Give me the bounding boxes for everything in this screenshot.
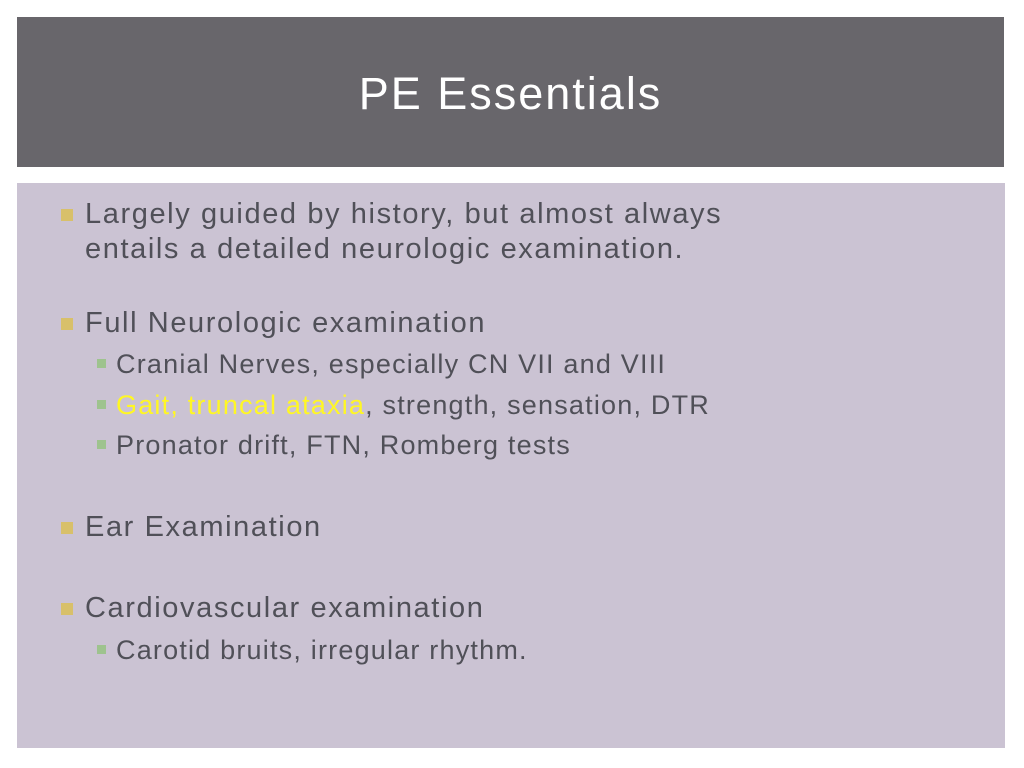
sub-bullet-carotid-label: Carotid bruits, irregular rhythm. <box>116 635 528 665</box>
square-sub-bullet-icon <box>97 440 106 449</box>
square-bullet-icon <box>61 209 73 221</box>
square-sub-bullet-icon <box>97 400 106 409</box>
sub-bullet-carotid <box>97 633 985 667</box>
highlighted-text: Gait, truncal ataxia <box>116 390 366 420</box>
sub-bullet-pronator-label: Pronator drift, FTN, Romberg tests <box>116 430 571 460</box>
square-sub-bullet-icon <box>97 359 106 368</box>
bullet-ear-exam-label: Ear Examination <box>85 511 322 543</box>
bullet-ear-exam <box>61 510 985 545</box>
sub-bullet-pronator <box>97 428 985 462</box>
bullet-cardio-exam <box>61 591 985 626</box>
sub-bullet-gait-label <box>97 388 985 422</box>
slide-title: PE Essentials <box>358 68 663 119</box>
sub-bullet-cranial-nerves-label: Cranial Nerves, especially CN VII and VIII <box>116 349 667 379</box>
bullet-cardio-exam-label: Cardiovascular examination <box>85 592 485 624</box>
content-panel <box>17 183 1005 748</box>
sub-bullet-gait-rest: , strength, sensation, DTR <box>365 390 710 420</box>
bullet-full-neuro-label: Full Neurologic examination <box>85 307 487 339</box>
title-bar <box>17 17 1004 167</box>
bullet-history-line2: entails a detailed neurologic examination. <box>85 233 685 265</box>
square-sub-bullet-icon <box>97 645 106 654</box>
square-bullet-icon <box>61 318 73 330</box>
square-bullet-icon <box>61 522 73 534</box>
sub-bullet-gait <box>97 388 985 422</box>
bullet-history <box>61 197 985 267</box>
sub-bullet-cranial-nerves <box>97 347 985 381</box>
bullet-history-line1: Largely guided by history, but almost always <box>85 198 723 230</box>
square-bullet-icon <box>61 603 73 615</box>
bullet-full-neuro <box>61 306 985 341</box>
